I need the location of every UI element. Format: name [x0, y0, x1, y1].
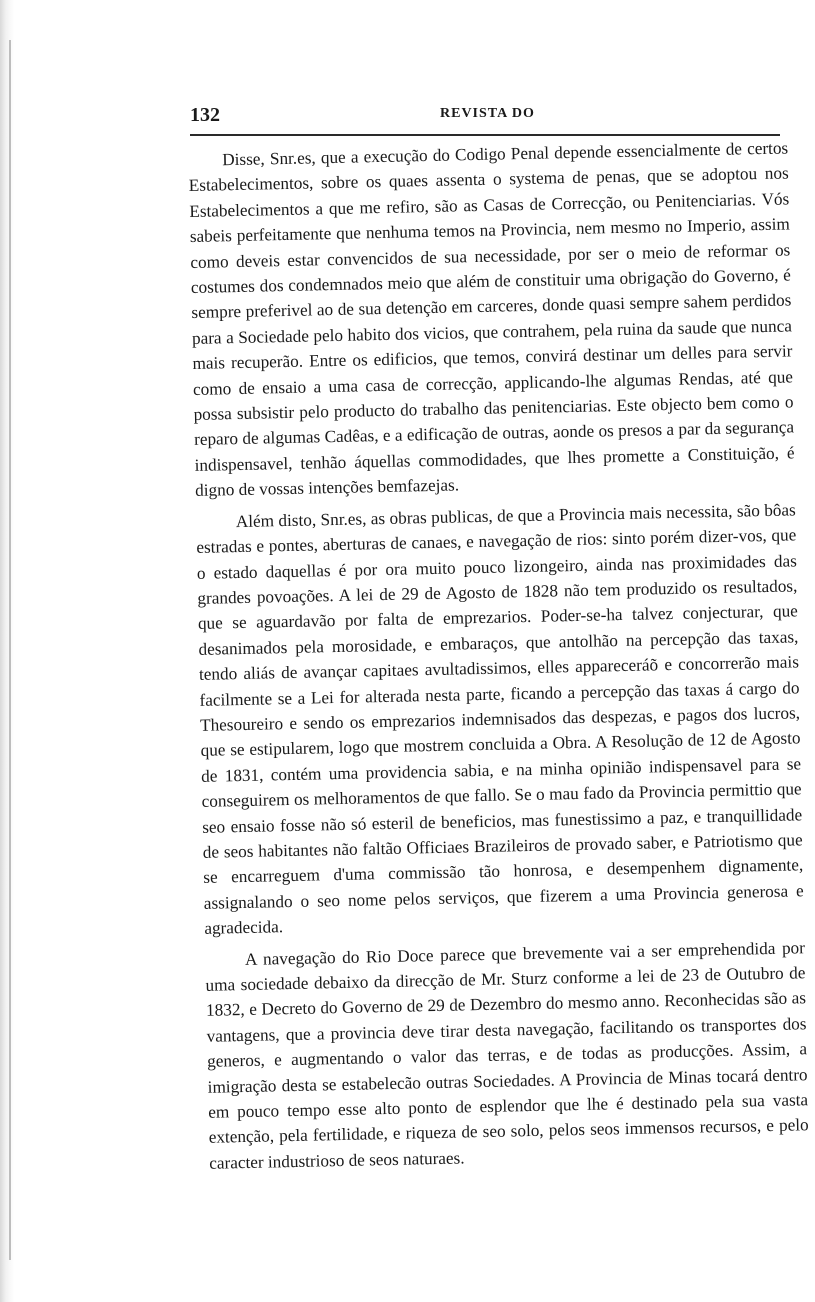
body-text	[188, 135, 810, 1182]
paragraph-public-works: Além disto, Snr.es, as obras publicas, de que a Provincia mais necessita, são bôas estradas e pontes, aberturas de canaes, e navegação de rios: sinto porém dizer-vos, que o estado daquellas é por ora muito pouco lizongeiro, ainda nas proximidades das grandes povoações. A lei de 29 de Agosto de 1828 não tem produzido os resultados, que se aguardavão por falta de emprezarios. Poder-se-ha talvez conjecturar, que desanimados pela morosidade, e embaraços, que antolhão na percepção das taxas, tendo aliás de avançar capitaes avultadissimos, elles appareceráõ e concorrerão mais facilmente se a Lei for alterada nesta parte, ficando a percepção das taxas á cargo do Thesoureiro e sendo os emprezarios indemnisados das despezas, e pagos dos lucros, que se estipularem, logo que mostrem concluida a Obra. A Resolução de 12 de Agosto de 1831, contém uma providencia sabia, e na minha opinião indispensavel para se conseguirem os melhoramentos de que fallo. Se o mau fado da Provincia permittio que seo ensaio fosse não só esteril de beneficios, mas funestissimo a paz, e tranquillidade de seos habitantes não faltão Officiaes Brazileiros de provado saber, e Patriotismo que se encarreguem d'uma commissão tão honrosa, e desempenhem dignamente, assignalando o seo nome pelos serviços, que fizerem a uma Provincia generosa e agradecida.	[196, 500, 804, 939]
page-number: 132	[190, 104, 220, 126]
paragraph-penal-code: Disse, Snr.es, que a execução do Codigo Penal depende essencialmente de certos Estabelecimentos, sobre os quaes assenta o systema de penas, que se adoptou nos Estabelecimentos a que me refiro, são as Casas de Correcção, ou Penitenciarias. Vós sabeis perfeitamente que nenhuma temos na Provincia, nem mesmo no Imperio, assim como deveis estar convencidos de sua necessidade, por ser o meio de reformar os costumes dos condemnados meio que além de constituir uma obrigação do Governo, é sempre preferivel ao de sua detenção em carceres, donde quasi sempre sahem perdidos para a Sociedade pelo habito dos vicios, que contrahem, pela ruina da saude que nunca mais recuperão. Entre os edificios, que temos, convirá destinar um delles para servir como de ensaio a uma casa de correcção, applicando-lhe algumas Rendas, até que possa subsistir pelo producto do trabalho das penitenciarias. Este objecto bem como o reparo de algumas Cadêas, e a edificação de outras, aonde os presos a par da segurança indispensavel, tenhão áquellas commodidades, que lhes promette a Constituição, é digno de vossas intenções bemfazejas.	[188, 138, 795, 501]
running-head: REVISTA DO	[440, 106, 535, 121]
paragraph-rio-doce: A navegação do Rio Doce parece que brevemente vai a ser emprehendida por uma sociedade debaixo da direcção de Mr. Sturz conforme a lei de 23 de Outubro de 1832, e Decreto do Governo de 29 de Dezembro do mesmo anno. Reconhecidas são as vantagens, que a provincia deve tirar desta navegação, facilitando os transportes dos generos, e augmentando o valor das terras, e de todas as producções. Assim, a imigração desta se estabelecão outras Sociedades. A Provincia de Minas tocará dentro em pouco tempo esse alto ponto de esplendor que lhe é destinado pela sua vasta extenção, pela fertilidade, e riqueza de seo solo, pelos seos immensos recursos, e pelo caracter industrioso de seos naturaes.	[205, 937, 809, 1173]
page-header	[190, 100, 780, 126]
binding-shadow-line	[9, 40, 11, 1260]
header-rule	[190, 134, 780, 136]
page-binding-edge	[0, 0, 22, 1302]
